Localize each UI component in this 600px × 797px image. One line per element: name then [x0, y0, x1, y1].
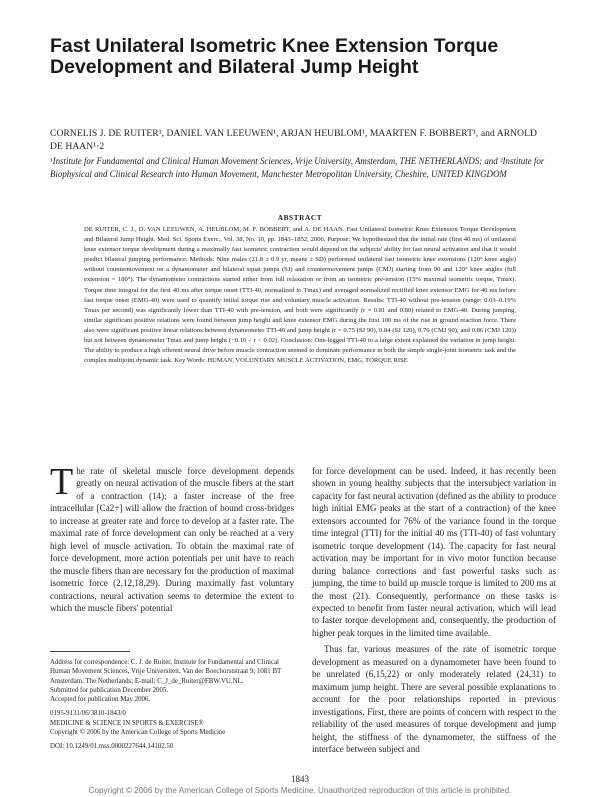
issn-code: 0195-9131/06/3810-1843/0: [50, 710, 126, 718]
abstract-text: DE RUITER, C. J., D. VAN LEEUWEN, A. HEUBLOM, M. F. BOBBERT, and A. DE HAAN. Fast Unilateral Isometric Knee Extension Torque Development and Bilateral Jump Height. Med. Sci. Sports Exerc., Vol. 38, No. 10, pp. 1843–1852, 2006. Purpose: We hypothesized that the initial rate (first 40 ms) of unilateral knee extensor torque development during a maximally fast isometric contraction would depend on the subjects' ability for fast neural activation and that it would predict bilateral jumping performance. Methods: Nine males (21.8 ± 0.9 yr, means ± SD) performed unilateral fast isometric knee extensions (120° knee angle) without countermovement on a dynamometer and bilateral squat jumps (SJ) and countermovement jumps (CMJ) starting from 90 and 120° knee angles (full extension = 180°). The dynamometer contractions started either from full relaxation or from an isometric pre-tension (15% maximal isometric torque, Tmax). Torque time integral for the first 40 ms after torque onset (TTI-40, normalized to Tmax) and averaged normalized rectified knee extensor EMG for 40 ms before fast torque onset (EMG-40) were used to quantify initial torque rise and voluntary muscle activation. Results: TTI-40 without pre-tension (range: 0.03–0.19% Tmax per second) was significantly lower than TTI-40 with pre-tension, and both were significantly (r = 0.81 and 0.80) related to EMG-40. During jumping, similar significant positive relations were found between jump height and knee extensor EMG during the first 100 ms of the rise in ground reaction force. There also were significant positive linear relations between dynamometer TTI-40 and jump height (r = 0.75 (SJ 90), 0.84 (SJ 120), 0.76 (CMJ 90), and 0.86 (CMJ 120)) but not between dynamometer Tmax and jump height (−0.16 < r < 0.02). Conclusion: One-legged TTI-40 to a large extent explained the variation in jump height. The ability to produce a high efferent neural drive before muscle contraction seemed to dominate performance in both the simple single-joint isometric task and the complex multijoint dynamic task. Key Words: HUMAN, VOLUNTARY MUSCLE ACTIVATION, EMG, TORQUE RISE: [84, 226, 516, 365]
intro-paragraph-1: he rate of skeletal muscle force development depends greatly on neural activation of the muscle fibers at the start of a contraction (14); a faster increase of the free intracellular [Ca2+] will allow the fraction of bound cross-bridges to increase at greater rate and force to develop at a faster rate. The maximal rate of force development can only be reached at a very high level of muscle activation. To obtain the maximal rate of force development, more action potentials per unit have to reach the muscle fibers than are necessary for the production of maximal isometric force (2,12,18,29). During maximally fast voluntary contractions, neural activation seems to determine the extent to which the muscle fibers' potential: [50, 466, 294, 613]
drop-cap: T: [50, 461, 74, 503]
doi: DOI: 10.1249/01.mss.0000227644.14102.50: [50, 743, 174, 751]
copyright-footer: Copyright © 2006 by the American College of Sports Medicine. Unauthorized reproduction of this article is prohibited.: [88, 786, 512, 795]
body-column-right: [312, 465, 556, 755]
correspondence-block: [50, 658, 294, 752]
journal-name: MEDICINE & SCIENCE IN SPORTS & EXERCISE®: [50, 719, 204, 727]
accepted-date: Accepted for publication May 2006.: [50, 696, 151, 704]
body-column-left: [50, 461, 294, 614]
intro-paragraph-2: Thus far, various measures of the rate of isometric torque development as measured on a dynamometer have been found to be unrelated (6,15,22) or only moderately related (24,31) to maximum jump height. There are several possible explanations to account for the poor relationships reported in previous investigations. First, there are points of concern with respect to the reliability of the used measures of torque development and jump height, the stiffness of the dynamometer, the stiffness of the interface between subject and: [312, 644, 556, 754]
abstract-heading: ABSTRACT: [277, 213, 323, 222]
page-number: 1843: [291, 774, 309, 784]
copyright-line: Copyright © 2006 by the American College of Sports Medicine: [50, 729, 226, 737]
footnote-divider: [50, 651, 130, 652]
intro-paragraph-1-continued: for force development can be used. Indeed, it has recently been shown in young healthy subjects that the intersubject variation in capacity for fast neural activation (defined as the ability to produce high initial EMG peaks at the start of a contraction) of the knee extensors accounted for 76% of the variance found in the torque time integral (TTI) for the initial 40 ms (TTI-40) of fast voluntary isometric torque development (14). The capacity for fast neural activation may be important for in vivo motor function because during balance corrections and fast powerful tasks such as jumping, the time to build up muscle torque is limited to 200 ms at the most (21). Consequently, performance on these tasks is expected to benefit from faster neural activation, which will lead to faster torque development and, consequently, the production of higher peak torques in the limited time available.: [312, 466, 556, 638]
article-title: Fast Unilateral Isometric Knee Extension Torque Development and Bilateral Jump Height: [50, 35, 499, 78]
author-list: CORNELIS J. DE RUITER¹, DANIEL VAN LEEUWEN¹, ARJAN HEUBLOM¹, MAARTEN F. BOBBERT¹, and ARNOLD DE HAAN¹·2: [50, 128, 538, 152]
correspondence-address: Address for correspondence: C. J. de Ruiter, Institute for Fundamental and Clinical Human Movement Sciences, Vrije Universiteit, Van der Boechorststraat 9; 1081 BT Amsterdam, The Netherlands; E-mail: C_J_de_Ruiter@FBW.VU.NL.: [50, 659, 282, 685]
affiliations: ¹Institute for Fundamental and Clinical Human Movement Sciences, Vrije University, Amsterdam, THE NETHERLANDS; and ²Institute for Biophysical and Clinical Research into Human Movement, Manchester Metropolitan University, Cheshire, UNITED KINGDOM: [50, 156, 545, 179]
submitted-date: Submitted for publication December 2005.: [50, 686, 169, 694]
